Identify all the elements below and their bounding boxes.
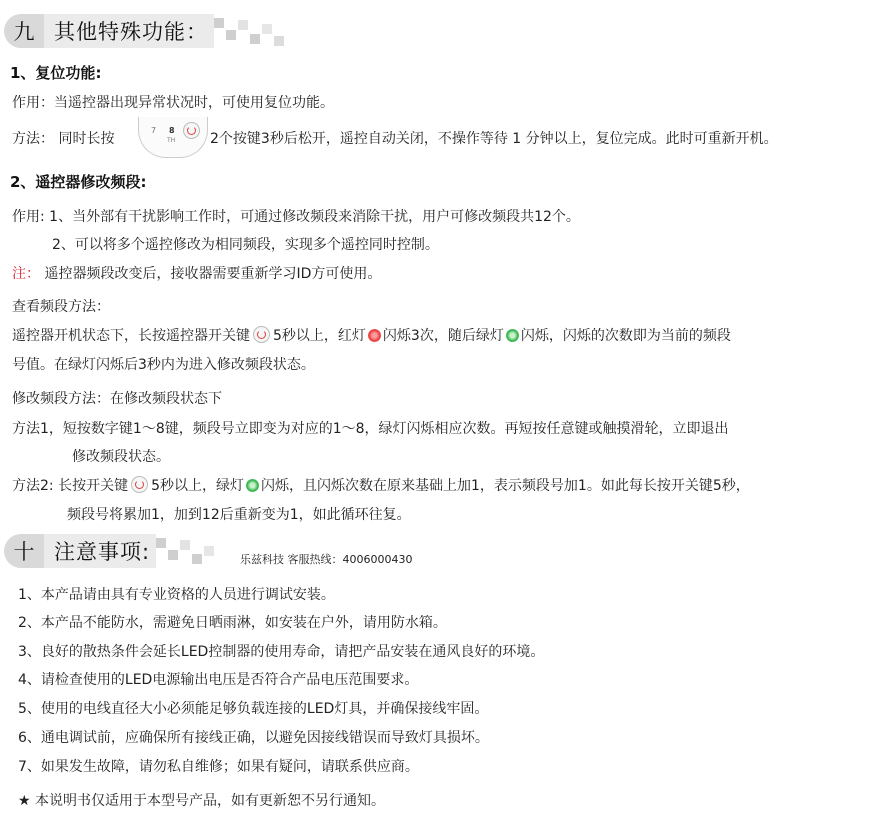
reset-heading: 1、复位功能: <box>10 64 102 82</box>
notice-item: 2、本产品不能防水，需避免日晒雨淋，如安装在户外，请用防水箱。 <box>18 615 447 631</box>
view-line-1 <box>12 325 731 345</box>
red-led-icon <box>368 329 381 342</box>
view-line-1-text: 5秒以上，红灯 <box>273 328 366 344</box>
freq-heading: 2、遥控器修改频段: <box>10 173 147 191</box>
remote-control-image <box>138 117 208 158</box>
power-icon <box>253 326 270 343</box>
header-decoration <box>214 14 314 48</box>
reset-method-suffix: 2个按键3秒后松开，遥控自动关闭，不操作等待 1 分钟以上，复位完成。此时可重新开机。 <box>210 131 778 147</box>
customer-hotline: 乐兹科技 客服热线：4006000430 <box>240 553 413 566</box>
reset-method-prefix: 方法： 同时长按 <box>12 131 115 147</box>
green-led-icon <box>506 329 519 342</box>
remote-key: 7 <box>151 126 157 135</box>
note-text: 遥控器频段改变后，接收器需要重新学习ID方可使用。 <box>44 266 382 282</box>
view-line-2: 号值。在绿灯闪烁后3秒内为进入修改频段状态。 <box>12 357 315 373</box>
freq-usage-2: 2、可以将多个遥控修改为相同频段，实现多个遥控同时控制。 <box>52 237 439 253</box>
notice-item: 1、本产品请由具有专业资格的人员进行调试安装。 <box>18 587 335 603</box>
header-decoration <box>156 534 226 568</box>
method-2-line-1 <box>12 475 750 495</box>
notice-item: 5、使用的电线直径大小必须能足够负载连接的LED灯具，并确保接线牢固。 <box>18 701 489 717</box>
reset-usage: 作用：当遥控器出现异常状况时，可使用复位功能。 <box>12 95 334 111</box>
freq-note <box>12 263 381 283</box>
view-line-1-text: 遥控器开机状态下，长按遥控器开关键 <box>12 328 250 344</box>
power-icon <box>183 122 200 139</box>
notice-item: 4、请检查使用的LED电源输出电压是否符合产品电压范围要求。 <box>18 672 419 688</box>
section-title: 注意事项: <box>44 534 156 568</box>
freq-usage-1: 作用: 1、当外部有干扰影响工作时，可通过修改频段来消除干扰，用户可修改频段共12个。 <box>12 209 580 225</box>
footer-note: ★ 本说明书仅适用于本型号产品，如有更新恕不另行通知。 <box>18 793 385 809</box>
green-led-icon <box>246 479 259 492</box>
section-number: 十 <box>4 534 44 568</box>
method-2-text: 闪烁，且闪烁次数在原来基础上加1，表示频段号加1。如此每长按开关键5秒， <box>261 478 750 494</box>
method-1-line-1: 方法1，短按数字键1～8键，频段号立即变为对应的1～8，绿灯闪烁相应次数。再短按任意键或触摸滑轮，立即退出 <box>12 421 729 437</box>
method-2-text: 5秒以上，绿灯 <box>151 478 244 494</box>
view-title: 查看频段方法： <box>12 299 110 315</box>
note-label: 注： <box>12 266 40 282</box>
notice-item: 7、如果发生故障，请勿私自维修；如果有疑问，请联系供应商。 <box>18 759 419 775</box>
notice-item: 6、通电调试前，应确保所有接线正确，以避免因接线错误而导致灯具损坏。 <box>18 730 489 746</box>
remote-key: TH <box>167 137 176 144</box>
section-title: 其他特殊功能： <box>44 14 214 48</box>
section-10-header <box>4 533 226 569</box>
method-1-line-2: 修改频段状态。 <box>72 449 170 465</box>
view-line-1-text: 闪烁3次，随后绿灯 <box>382 328 504 344</box>
remote-key: 8 <box>169 126 175 135</box>
power-icon <box>131 476 148 493</box>
method-2-text: 方法2: 长按开关键 <box>12 478 129 494</box>
method-2-line-2: 频段号将累加1，加到12后重新变为1，如此循环往复。 <box>67 507 411 523</box>
view-line-1-text: 闪烁，闪烁的次数即为当前的频段 <box>520 328 731 344</box>
notice-item: 3、良好的散热条件会延长LED控制器的使用寿命，请把产品安装在通风良好的环境。 <box>18 644 545 660</box>
section-9-header <box>4 13 314 49</box>
modify-title: 修改频段方法：在修改频段状态下 <box>12 391 222 407</box>
section-number: 九 <box>4 14 44 48</box>
